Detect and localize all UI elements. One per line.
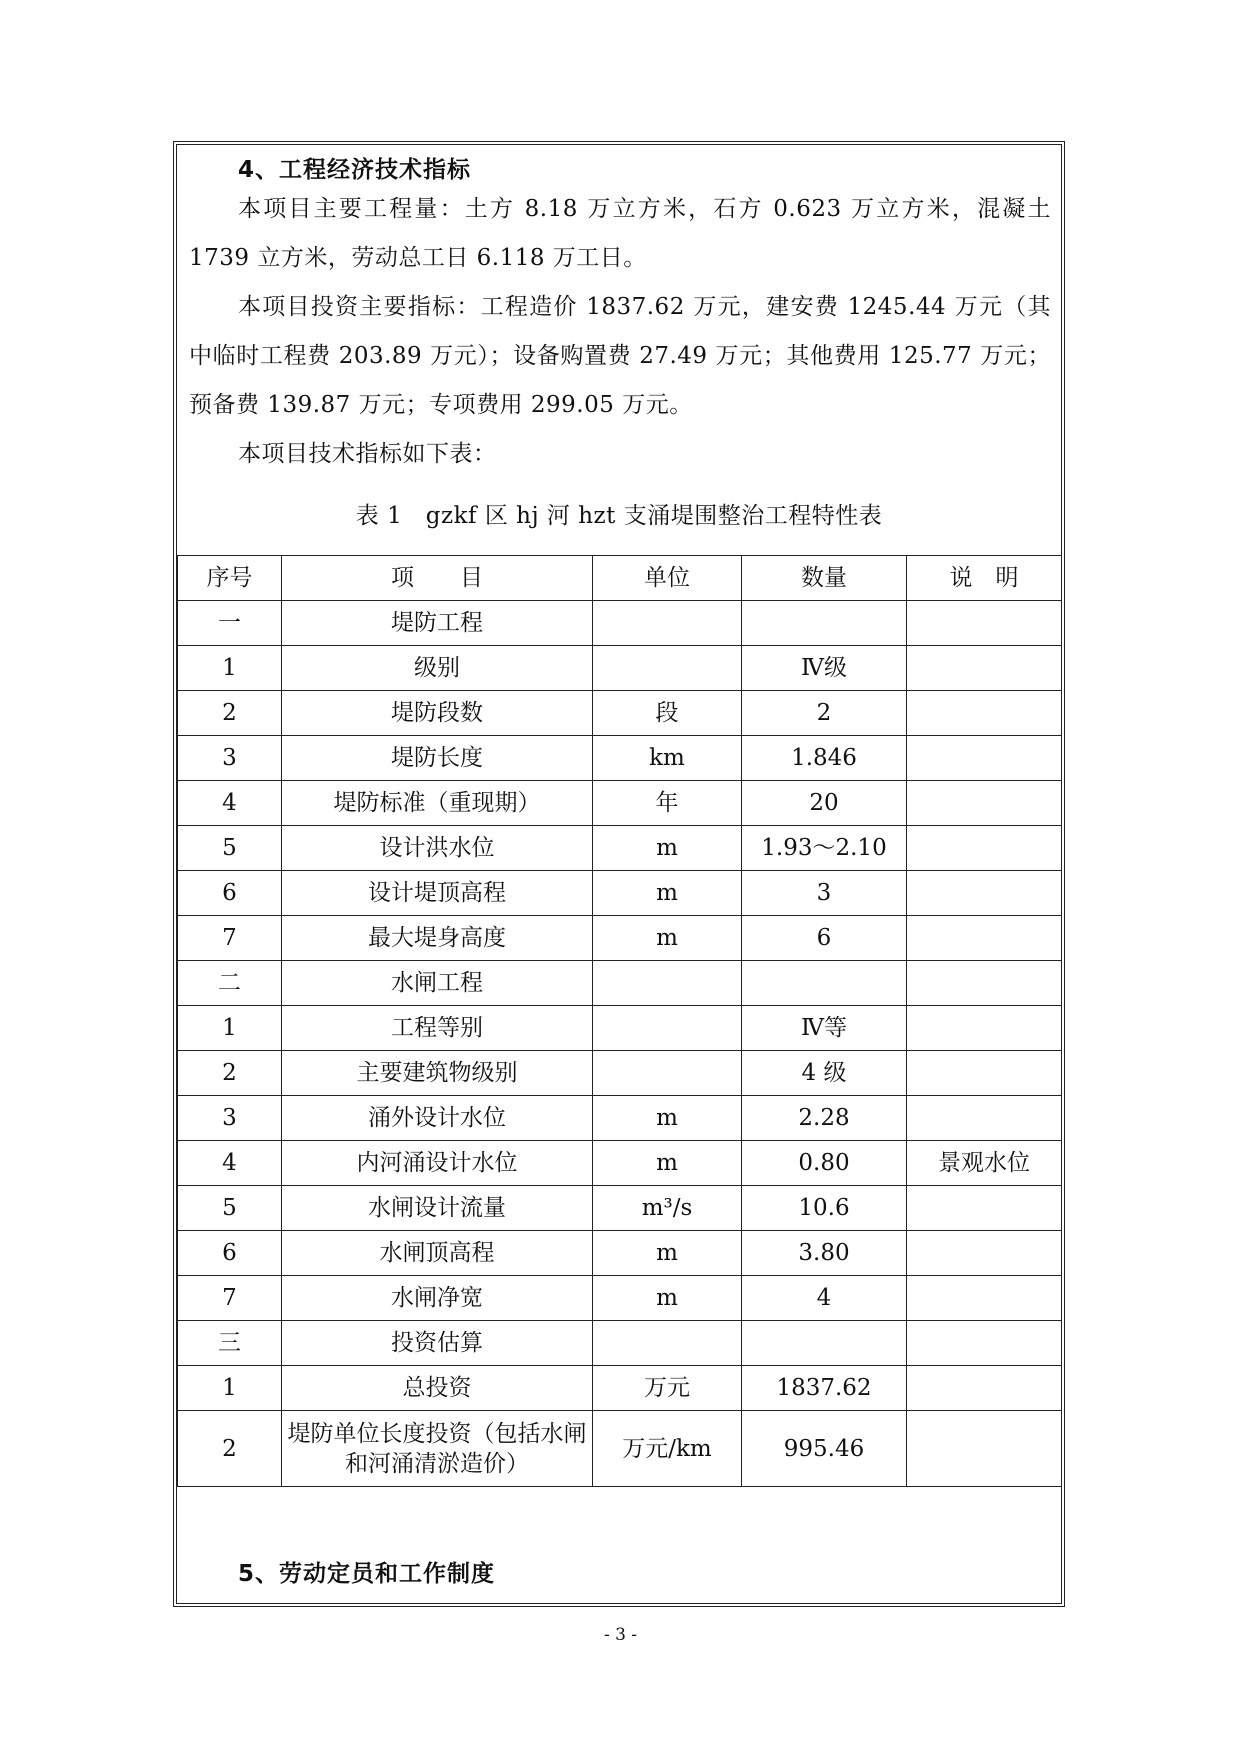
cell-unit: m — [593, 871, 742, 916]
table-intro-paragraph: 本项目技术指标如下表： — [238, 441, 497, 467]
cell-quantity: 0.80 — [742, 1141, 907, 1186]
cell-note — [907, 1006, 1062, 1051]
cell-index: 3 — [178, 736, 282, 781]
cell-quantity: 1.93～2.10 — [742, 826, 907, 871]
cell-item: 级别 — [282, 646, 593, 691]
cell-note — [907, 916, 1062, 961]
cell-note — [907, 1411, 1062, 1487]
cell-index: 5 — [178, 1186, 282, 1231]
cell-quantity: 995.46 — [742, 1411, 907, 1487]
cell-quantity: 3 — [742, 871, 907, 916]
table-row — [178, 961, 1062, 1006]
cell-note: 景观水位 — [907, 1141, 1062, 1186]
cell-index: 5 — [178, 826, 282, 871]
cell-note — [907, 1366, 1062, 1411]
cell-item: 最大堤身高度 — [282, 916, 593, 961]
cell-index: 4 — [178, 781, 282, 826]
quantities-paragraph: 本项目主要工程量：土方 8.18 万立方米，石方 0.623 万立方米，混凝土 1739 立方米，劳动总工日 6.118 万工日。 — [189, 196, 1051, 271]
cell-unit: 万元 — [593, 1366, 742, 1411]
cell-index: 二 — [178, 961, 282, 1006]
cell-note — [907, 1321, 1062, 1366]
cell-index: 7 — [178, 1276, 282, 1321]
header-item: 项 目 — [282, 556, 593, 601]
cell-item: 堤防标准（重现期） — [282, 781, 593, 826]
cell-item: 总投资 — [282, 1366, 593, 1411]
cell-note — [907, 826, 1062, 871]
cell-index: 3 — [178, 1096, 282, 1141]
cell-index: 一 — [178, 601, 282, 646]
table-row — [178, 1186, 1062, 1231]
cell-item: 设计洪水位 — [282, 826, 593, 871]
table-row — [178, 646, 1062, 691]
table-row — [178, 1096, 1062, 1141]
cell-quantity: 3.80 — [742, 1231, 907, 1276]
cell-note — [907, 736, 1062, 781]
cell-quantity: 2.28 — [742, 1096, 907, 1141]
cell-unit — [593, 1051, 742, 1096]
table-row — [178, 1366, 1062, 1411]
page-number: - 3 - — [603, 1625, 638, 1645]
cell-unit — [593, 961, 742, 1006]
table-row — [178, 1276, 1062, 1321]
table-row — [178, 691, 1062, 736]
table-row — [178, 1051, 1062, 1096]
cell-index: 2 — [178, 1411, 282, 1487]
cell-quantity: 4 级 — [742, 1051, 907, 1096]
cell-item: 主要建筑物级别 — [282, 1051, 593, 1096]
cell-quantity — [742, 601, 907, 646]
cell-item: 水闸工程 — [282, 961, 593, 1006]
cell-unit: 段 — [593, 691, 742, 736]
cell-unit: 年 — [593, 781, 742, 826]
table-caption: 表 1 gzkf 区 hj 河 hzt 支涌堤围整治工程特性表 — [355, 503, 883, 529]
cell-item: 水闸设计流量 — [282, 1186, 593, 1231]
cell-unit: m — [593, 1231, 742, 1276]
table-row — [178, 1141, 1062, 1186]
cell-index: 2 — [178, 1051, 282, 1096]
cell-note — [907, 961, 1062, 1006]
cell-index: 三 — [178, 1321, 282, 1366]
table-row — [178, 1231, 1062, 1276]
cell-unit — [593, 1321, 742, 1366]
cell-index: 6 — [178, 871, 282, 916]
cell-quantity: 10.6 — [742, 1186, 907, 1231]
cell-unit: 万元/km — [593, 1411, 742, 1487]
table-header-row — [178, 556, 1062, 601]
cell-quantity: 4 — [742, 1276, 907, 1321]
cell-item: 堤防单位长度投资（包括水闸和河涌清淤造价） — [282, 1411, 593, 1487]
cell-note — [907, 1186, 1062, 1231]
cell-item: 设计堤顶高程 — [282, 871, 593, 916]
cell-unit: m — [593, 1096, 742, 1141]
cell-item: 水闸净宽 — [282, 1276, 593, 1321]
header-quantity: 数量 — [742, 556, 907, 601]
cell-item: 工程等别 — [282, 1006, 593, 1051]
cell-unit — [593, 646, 742, 691]
cell-unit: m — [593, 1141, 742, 1186]
cell-note — [907, 691, 1062, 736]
cell-quantity: Ⅳ等 — [742, 1006, 907, 1051]
cell-note — [907, 1096, 1062, 1141]
cell-index: 1 — [178, 646, 282, 691]
cell-quantity: 2 — [742, 691, 907, 736]
table-row — [178, 736, 1062, 781]
table-row — [178, 781, 1062, 826]
cell-unit: km — [593, 736, 742, 781]
cell-item: 内河涌设计水位 — [282, 1141, 593, 1186]
header-unit: 单位 — [593, 556, 742, 601]
cell-note — [907, 1051, 1062, 1096]
cell-index: 1 — [178, 1006, 282, 1051]
cell-index: 7 — [178, 916, 282, 961]
section-4-heading: 4、工程经济技术指标 — [238, 157, 472, 183]
cell-item: 水闸顶高程 — [282, 1231, 593, 1276]
cell-index: 6 — [178, 1231, 282, 1276]
header-index: 序号 — [178, 556, 282, 601]
cell-note — [907, 646, 1062, 691]
cell-quantity: Ⅳ级 — [742, 646, 907, 691]
investment-paragraph: 本项目投资主要指标：工程造价 1837.62 万元，建安费 1245.44 万元（其中临时工程费 203.89 万元）；设备购置费 27.49 万元；其他费用 125.77 万元；预备费 139.87 万元；专项费用 299.05 万元。 — [189, 294, 1051, 418]
document-frame — [176, 144, 1062, 1604]
cell-index: 1 — [178, 1366, 282, 1411]
table-row — [178, 871, 1062, 916]
table-row — [178, 826, 1062, 871]
cell-note — [907, 871, 1062, 916]
table-row — [178, 1006, 1062, 1051]
cell-quantity: 6 — [742, 916, 907, 961]
table-row — [178, 601, 1062, 646]
cell-item: 堤防段数 — [282, 691, 593, 736]
cell-quantity: 1837.62 — [742, 1366, 907, 1411]
cell-unit: m — [593, 916, 742, 961]
cell-index: 4 — [178, 1141, 282, 1186]
table-row — [178, 1411, 1062, 1487]
cell-item: 堤防长度 — [282, 736, 593, 781]
cell-quantity: 1.846 — [742, 736, 907, 781]
cell-item: 堤防工程 — [282, 601, 593, 646]
cell-note — [907, 1231, 1062, 1276]
cell-item: 涌外设计水位 — [282, 1096, 593, 1141]
cell-unit: m³/s — [593, 1186, 742, 1231]
table-body — [178, 601, 1062, 1487]
cell-item: 投资估算 — [282, 1321, 593, 1366]
cell-quantity: 20 — [742, 781, 907, 826]
cell-note — [907, 781, 1062, 826]
cell-quantity — [742, 1321, 907, 1366]
cell-unit — [593, 601, 742, 646]
table-row — [178, 1321, 1062, 1366]
cell-note — [907, 601, 1062, 646]
cell-quantity — [742, 961, 907, 1006]
section-5-heading: 5、劳动定员和工作制度 — [238, 1561, 496, 1587]
cell-unit: m — [593, 1276, 742, 1321]
header-note: 说 明 — [907, 556, 1062, 601]
table-row — [178, 916, 1062, 961]
cell-note — [907, 1276, 1062, 1321]
cell-unit: m — [593, 826, 742, 871]
cell-index: 2 — [178, 691, 282, 736]
cell-unit — [593, 1006, 742, 1051]
project-characteristics-table — [177, 555, 1062, 1487]
